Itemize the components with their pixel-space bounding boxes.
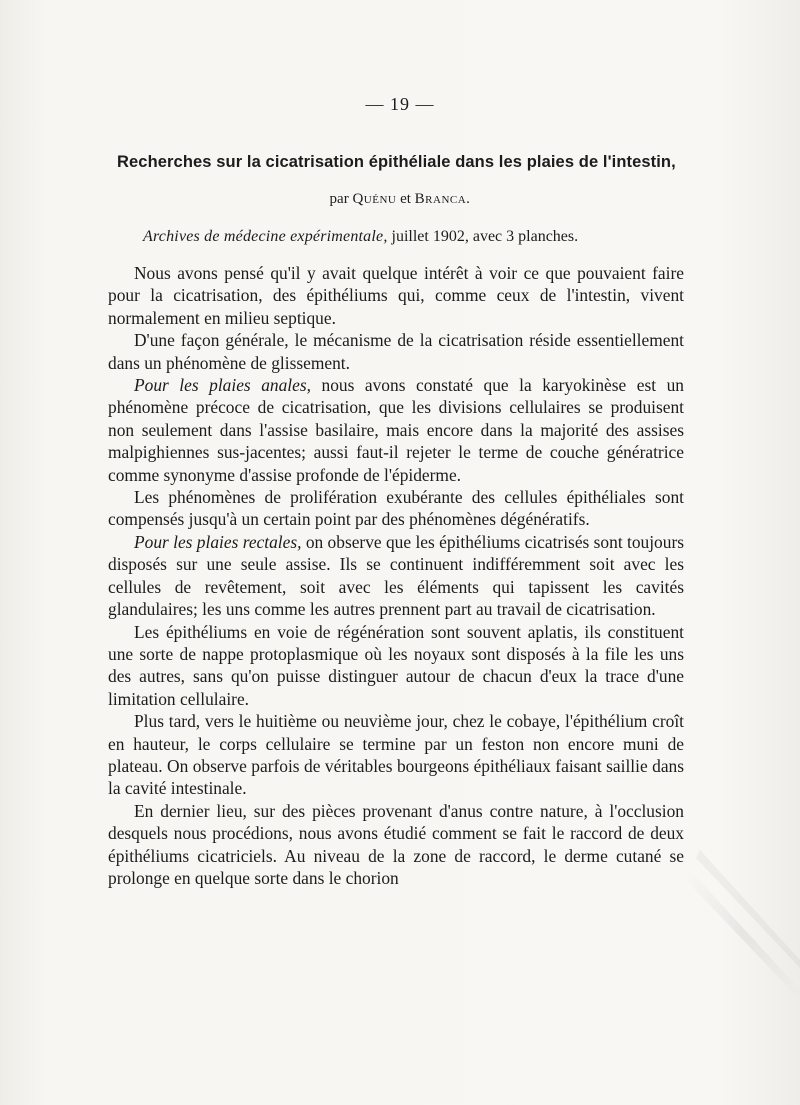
authors-conjunction: et — [400, 191, 411, 207]
paragraph — [108, 531, 684, 621]
paragraph-text: nous avons constaté que la karyokinèse est un phénomène précoce de cicatrisation, que les divisions cellulaires se produisent non seulement dans l'assise basilaire, mais encore dans la majorité des assises malpighiennes sus-jacentes; aussi faut-il rejeter le terme de couche génératrice comme synonyme d'assise profonde de l'épiderme. — [108, 375, 684, 485]
authors-prefix: par — [329, 191, 349, 207]
journal-name: Archives de médecine expérimentale, — [143, 228, 388, 245]
page-number: — 19 — — [365, 94, 435, 114]
paragraph: D'une façon générale, le mécanisme de la cicatrisation réside essentiellement dans un phénomène de glissement. — [108, 330, 684, 373]
author-branca: Branca. — [414, 191, 471, 207]
paragraph: Les phénomènes de prolifération exubérante des cellules épithéliales sont compensés jusqu'à un certain point par des phénomènes dégénératifs. — [108, 487, 684, 530]
author-quenu: Quénu — [352, 191, 397, 207]
article-source — [143, 228, 578, 246]
paragraph: Nous avons pensé qu'il y avait quelque intérêt à voir ce que pouvaient faire pour la cicatrisation, des épithéliums qui, comme ceux de l'intestin, vivent normalement en milieu septique. — [108, 263, 684, 328]
article-body — [108, 262, 684, 889]
paragraph-lead: Pour les plaies rectales, — [134, 531, 302, 552]
article-authors — [0, 191, 800, 208]
paragraph-text: on observe que les épithéliums cicatrisés sont toujours disposés sur une seule assise. Ils se continuent indifféremment soit avec les cellules de revêtement, soit avec les éléments qui tapissent les cavités glandulaires; les uns comme les autres prennent part au travail de cicatrisation. — [108, 531, 685, 620]
paragraph — [108, 374, 684, 486]
paragraph: Les épithéliums en voie de régénération sont souvent aplatis, ils constituent une sorte de nappe protoplasmique où les noyaux sont disposés à la file les uns des autres, sans qu'on puisse distinguer autour de chacun d'eux la trace d'une limitation cellulaire. — [108, 621, 684, 709]
paragraph: Plus tard, vers le huitième ou neuvième jour, chez le cobaye, l'épithélium croît en hauteur, le corps cellulaire se termine par un feston non encore muni de plateau. On observe parfois de véritables bourgeons épithéliaux faisant saillie dans la cavité intestinale. — [108, 711, 684, 799]
publication-date: juillet 1902, avec 3 planches. — [391, 228, 579, 245]
article-title: Recherches sur la cicatrisation épithéliale dans les plaies de l'intestin, — [117, 153, 676, 171]
paragraph: En dernier lieu, sur des pièces provenant d'anus contre nature, à l'occlusion desquels nous procédions, nous avons étudié comment se fait le raccord de deux épithéliums cicatriciels. Au niveau de la zone de raccord, le derme cutané se prolonge en quelque sorte dans le chorion — [108, 800, 684, 888]
paragraph-lead: Pour les plaies anales, — [134, 375, 311, 396]
